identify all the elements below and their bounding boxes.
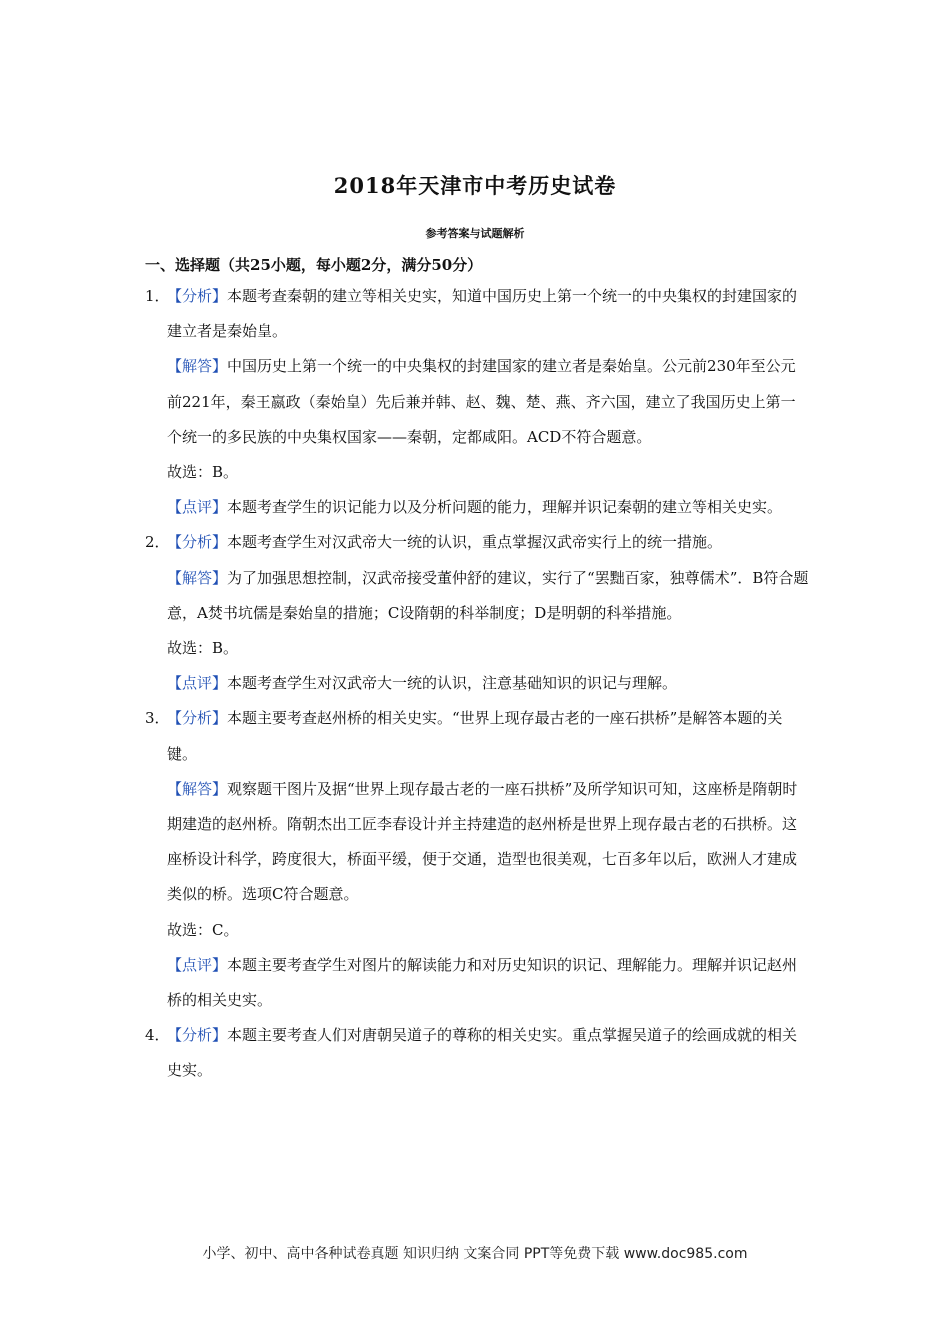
question-number: 1．	[145, 287, 170, 305]
analysis-tag: 【分析】	[167, 287, 228, 305]
comment-text: 本题考查学生的识记能力以及分析问题的能力，理解并识记秦朝的建立等相关史实。	[227, 498, 783, 517]
analysis-text: 本题主要考查人们对唐朝吴道子的尊称的相关史实。重点掌握吴道子的绘画成就的相关史实。	[167, 1026, 798, 1080]
comment-tag: 【点评】	[167, 955, 228, 974]
analysis-paragraph	[167, 701, 810, 771]
analysis-text: 本题考查秦朝的建立等相关史实，知道中国历史上第一个统一的中央集权的封建国家的建立者是秦始皇。	[167, 287, 798, 341]
comment-text: 本题考查学生对汉武帝大一统的认识，注意基础知识的识记与理解。	[227, 674, 678, 693]
answer-paragraph	[167, 349, 810, 455]
answer-text: 为了加强思想控制，汉武帝接受董仲舒的建议，实行了“罢黜百家，独尊儒术”．B符合题意，A焚书坑儒是秦始皇的措施；C设隋朝的科举制度；D是明朝的科举措施。	[167, 568, 809, 622]
question-number: 4．	[145, 1026, 170, 1045]
analysis-tag: 【分析】	[167, 709, 228, 728]
section-heading: 一、选择题（共25小题，每小题2分，满分50分）	[145, 256, 483, 274]
page-subtitle: 参考答案与试题解析	[425, 227, 525, 240]
choice-line: 故选：C。	[167, 920, 239, 939]
answer-tag: 【解答】	[167, 779, 228, 798]
answer-tag: 【解答】	[167, 568, 228, 587]
choice-line: 故选：B。	[167, 639, 239, 658]
analysis-text: 本题考查学生对汉武帝大一统的认识，重点掌握汉武帝实行上的统一措施。	[227, 533, 723, 552]
comment-tag: 【点评】	[167, 498, 228, 517]
analysis-tag: 【分析】	[167, 1026, 228, 1045]
answer-text: 观察题干图片及据“世界上现存最古老的一座石拱桥”及所学知识可知，这座桥是隋朝时期建造的赵州桥。隋朝杰出工匠李春设计并主持建造的赵州桥是世界上现存最古老的石拱桥。这座桥设计科学，跨度很大，桥面平缓，便于交通，造型也很美观，七百多年以后，欧洲人才建成类似的桥。选项C符合题意。	[167, 779, 798, 904]
analysis-text: 本题主要考查赵州桥的相关史实。“世界上现存最古老的一座石拱桥”是解答本题的关键。	[167, 709, 783, 763]
comment-paragraph	[167, 948, 810, 1018]
analysis-paragraph	[167, 1018, 810, 1088]
question-item-3	[145, 701, 810, 1018]
question-item-1	[145, 279, 810, 525]
analysis-paragraph	[167, 525, 810, 560]
question-item-4	[145, 1018, 810, 1088]
question-number: 2．	[145, 533, 170, 552]
answer-list	[145, 279, 810, 1089]
answer-paragraph	[167, 772, 810, 913]
answer-tag: 【解答】	[167, 357, 228, 376]
analysis-paragraph	[167, 279, 810, 349]
answer-paragraph	[167, 561, 810, 631]
question-number: 3．	[145, 709, 170, 728]
comment-paragraph	[167, 666, 810, 701]
comment-paragraph	[167, 490, 810, 525]
analysis-tag: 【分析】	[167, 533, 228, 552]
page-title: 2018年天津市中考历史试卷	[333, 173, 617, 198]
comment-tag: 【点评】	[167, 674, 228, 693]
comment-text: 本题主要考查学生对图片的解读能力和对历史知识的识记、理解能力。理解并识记赵州桥的相关史实。	[167, 955, 798, 1010]
choice-line: 故选：B。	[167, 463, 239, 482]
page-footer: 小学、初中、高中各种试卷真题 知识归纳 文案合同 PPT等免费下载 www.doc985.com	[202, 1246, 748, 1262]
answer-text: 中国历史上第一个统一的中央集权的封建国家的建立者是秦始皇。公元前230年至公元前221年，秦王嬴政（秦始皇）先后兼并韩、赵、魏、楚、燕、齐六国，建立了我国历史上第一个统一的多民族的中央集权国家——秦朝，定都咸阳。ACD不符合题意。	[167, 357, 796, 446]
question-item-2	[145, 525, 810, 701]
